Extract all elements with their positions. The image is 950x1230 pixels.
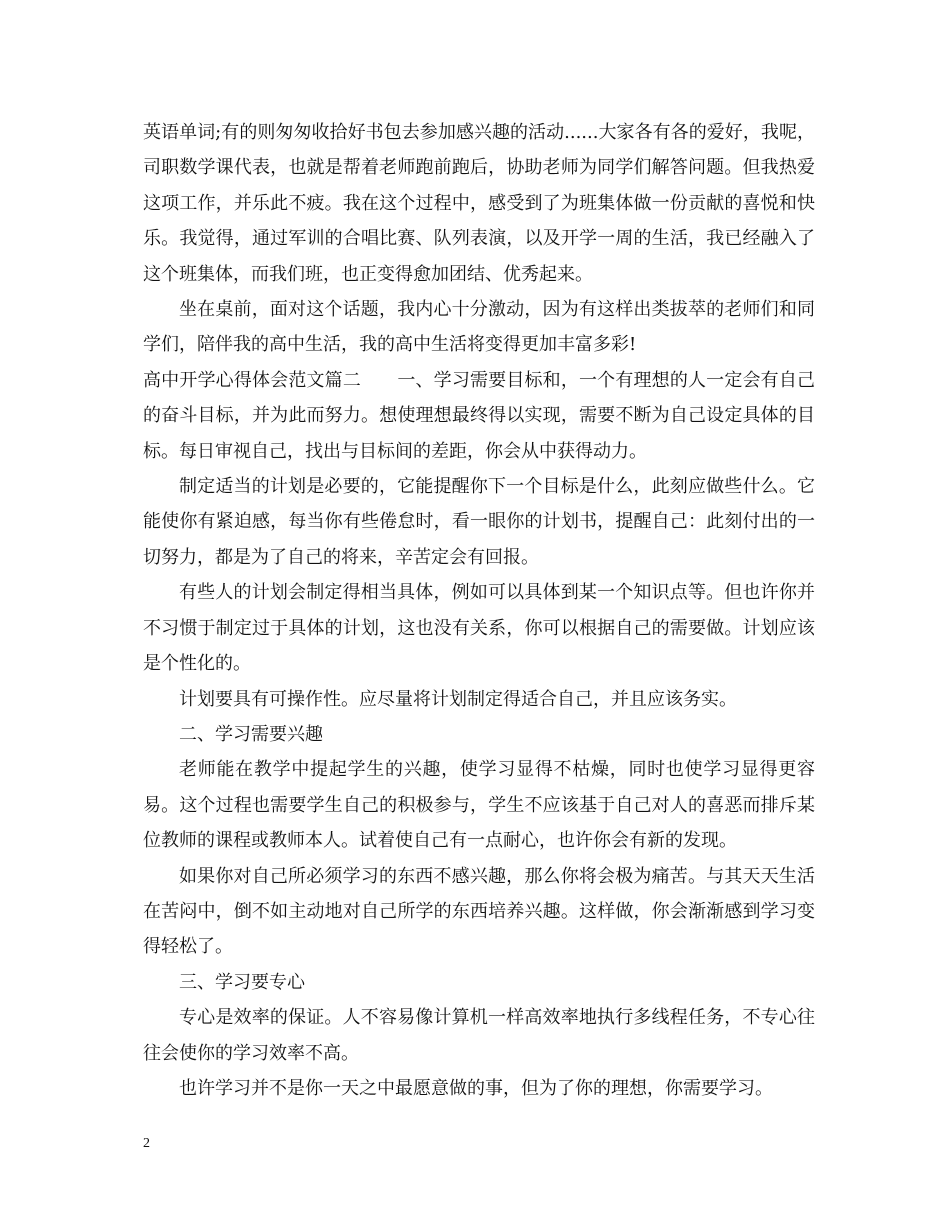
paragraph: 如果你对自己所必须学习的东西不感兴趣，那么你将会极为痛苦。与其天天生活在苦闷中，倒不如主动地对自己所学的东西培养兴趣。这样做，你会渐渐感到学习变得轻松了。 [143, 865, 815, 958]
paragraph: 英语单词;有的则匆匆收拾好书包去参加感兴趣的活动......大家各有各的爱好，我呢，司职数学课代表，也就是帮着老师跑前跑后，协助老师为同学们解答问题。但我热爱这项工作，并乐此不疲。我在这个过程中，感受到了为班集体做一份贡献的喜悦和快乐。我觉得，通过军训的合唱比赛、队列表演，以及开学一周的生活，我已经融入了这个班集体，而我们班，也正变得愈加团结、优秀起来。 [143, 122, 815, 285]
paragraph: 高中开学心得体会范文篇二 一、学习需要目标和，一个有理想的人一定会有自己的奋斗目标，并为此而努力。想使理想最终得以实现，需要不断为自己设定具体的目标。每日审视自己，找出与目标间的差距，你会从中获得动力。 [143, 369, 815, 462]
paragraph: 专心是效率的保证。人不容易像计算机一样高效率地执行多线程任务，不专心往往会使你的学习效率不高。 [143, 1007, 815, 1064]
paragraph: 坐在桌前，面对这个话题，我内心十分激动，因为有这样出类拔萃的老师们和同学们，陪伴我的高中生活，我的高中生活将变得更加丰富多彩! [143, 299, 815, 356]
body-text [143, 115, 815, 1106]
paragraph: 有些人的计划会制定得相当具体，例如可以具体到某一个知识点等。但也许你并不习惯于制定过于具体的计划，这也没有关系，你可以根据自己的需要做。计划应该是个性化的。 [143, 582, 815, 675]
paragraph: 也许学习并不是你一天之中最愿意做的事，但为了你的理想，你需要学习。 [179, 1077, 773, 1099]
paragraph: 制定适当的计划是必要的，它能提醒你下一个目标是什么，此刻应做些什么。它能使你有紧迫感，每当你有些倦怠时，看一眼你的计划书，提醒自己：此刻付出的一切努力，都是为了自己的将来，辛苦定会有回报。 [143, 476, 815, 568]
paragraph: 计划要具有可操作性。应尽量将计划制定得适合自己，并且应该务实。 [179, 688, 737, 710]
paragraph: 老师能在教学中提起学生的兴趣，使学习显得不枯燥，同时也使学习显得更容易。这个过程也需要学生自己的积极参与，学生不应该基于自己对人的喜恶而排斥某位教师的课程或教师本人。试着使自己有一点耐心，也许你会有新的发现。 [143, 759, 815, 852]
section-heading: 二、学习需要兴趣 [179, 723, 323, 745]
page-number: 2 [143, 1136, 150, 1151]
section-heading: 三、学习要专心 [179, 971, 305, 993]
